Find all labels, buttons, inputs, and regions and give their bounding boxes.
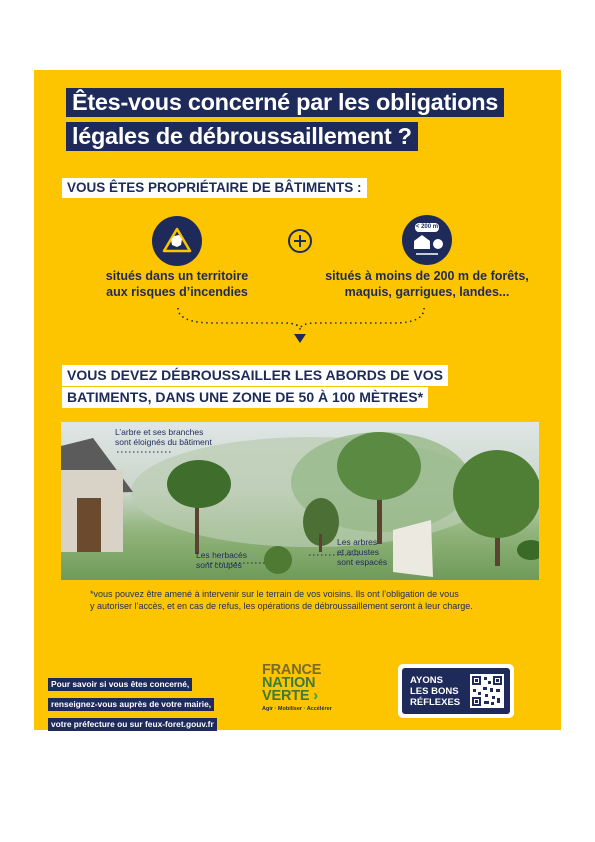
badge-line1: AYONS [410,675,443,686]
condition-right-line1: situés à moins de 200 m de forêts, [325,269,529,283]
annotation-shrubs [337,537,387,567]
good-reflexes-badge[interactable] [398,664,514,718]
logo-line3 [262,690,352,703]
info-block [48,674,217,734]
info-line2: renseignez-vous auprès de votre mairie, [48,698,214,711]
logo-tagline: Agir · Mobiliser · Accélérer [262,706,332,712]
qr-code-icon[interactable] [470,674,504,708]
condition-left-line1: situés dans un territoire [105,269,249,283]
badge-panel [402,668,510,714]
badge-line3: RÉFLEXES [410,697,461,708]
annotation-tree-line2: sont éloignés du bâtiment [115,437,212,447]
condition-left-text [72,268,282,300]
france-nation-verte-logo [262,664,352,722]
plus-circle-icon [288,229,312,253]
condition-right-line2: maquis, garrigues, landes... [344,285,510,299]
warning-france-map-icon [152,216,202,266]
obligation-line-2: BATIMENTS, DANS UNE ZONE DE 50 À 100 MÈTRES* [62,387,428,408]
annotation-tree-line1: L’arbre et ses branches [115,427,204,437]
condition-left-line2: aux risques d’incendies [106,285,248,299]
dotted-connector [174,306,434,346]
logo-line1: FRANCE [262,662,322,678]
title-line-1: Êtes-vous concerné par les obligations [66,88,504,117]
logo-line3-text: VERTE [262,688,310,704]
info-line3[interactable]: votre préfecture ou sur feux-foret.gouv.fr [48,718,217,731]
annotation-tree [115,427,212,447]
info-line1: Pour savoir si vous êtes concerné, [48,678,192,691]
logo-line2: NATION [262,675,316,691]
title-line-2: légales de débroussaillement ? [66,122,418,151]
annotation-herbs-line1: Les herbacés [196,550,248,560]
annotation-herbs-line2: sont coupés [196,560,242,570]
annotation-shrubs-line3: sont espacés [337,557,388,567]
chevron-right-icon: › [313,688,318,704]
clearing-illustration [61,422,539,580]
footnote-line2: y autoriser l’accès, et en cas de refus, les opérations de débroussaillement seront à leur charge. [90,601,473,611]
house-distance-icon [402,215,452,265]
badge-text [410,675,460,708]
owner-band: VOUS ÊTES PROPRIÉTAIRE DE BÂTIMENTS : [62,178,367,198]
distance-label: < 200 m [415,224,439,230]
annotation-shrubs-line2: et arbustes [337,547,380,557]
annotation-herbs [196,550,247,570]
obligation-line-1: VOUS DEVEZ DÉBROUSSAILLER LES ABORDS DE VOS [62,365,448,386]
badge-line2: LES BONS [410,686,459,697]
annotation-shrubs-line1: Les arbres [337,537,378,547]
footnote [90,588,550,612]
campaign-poster [34,70,561,730]
footnote-line1: *vous pouvez être amené à intervenir sur le terrain de vos voisins. Ils ont l’obligation de vous [90,589,459,599]
condition-right-text [302,268,552,300]
